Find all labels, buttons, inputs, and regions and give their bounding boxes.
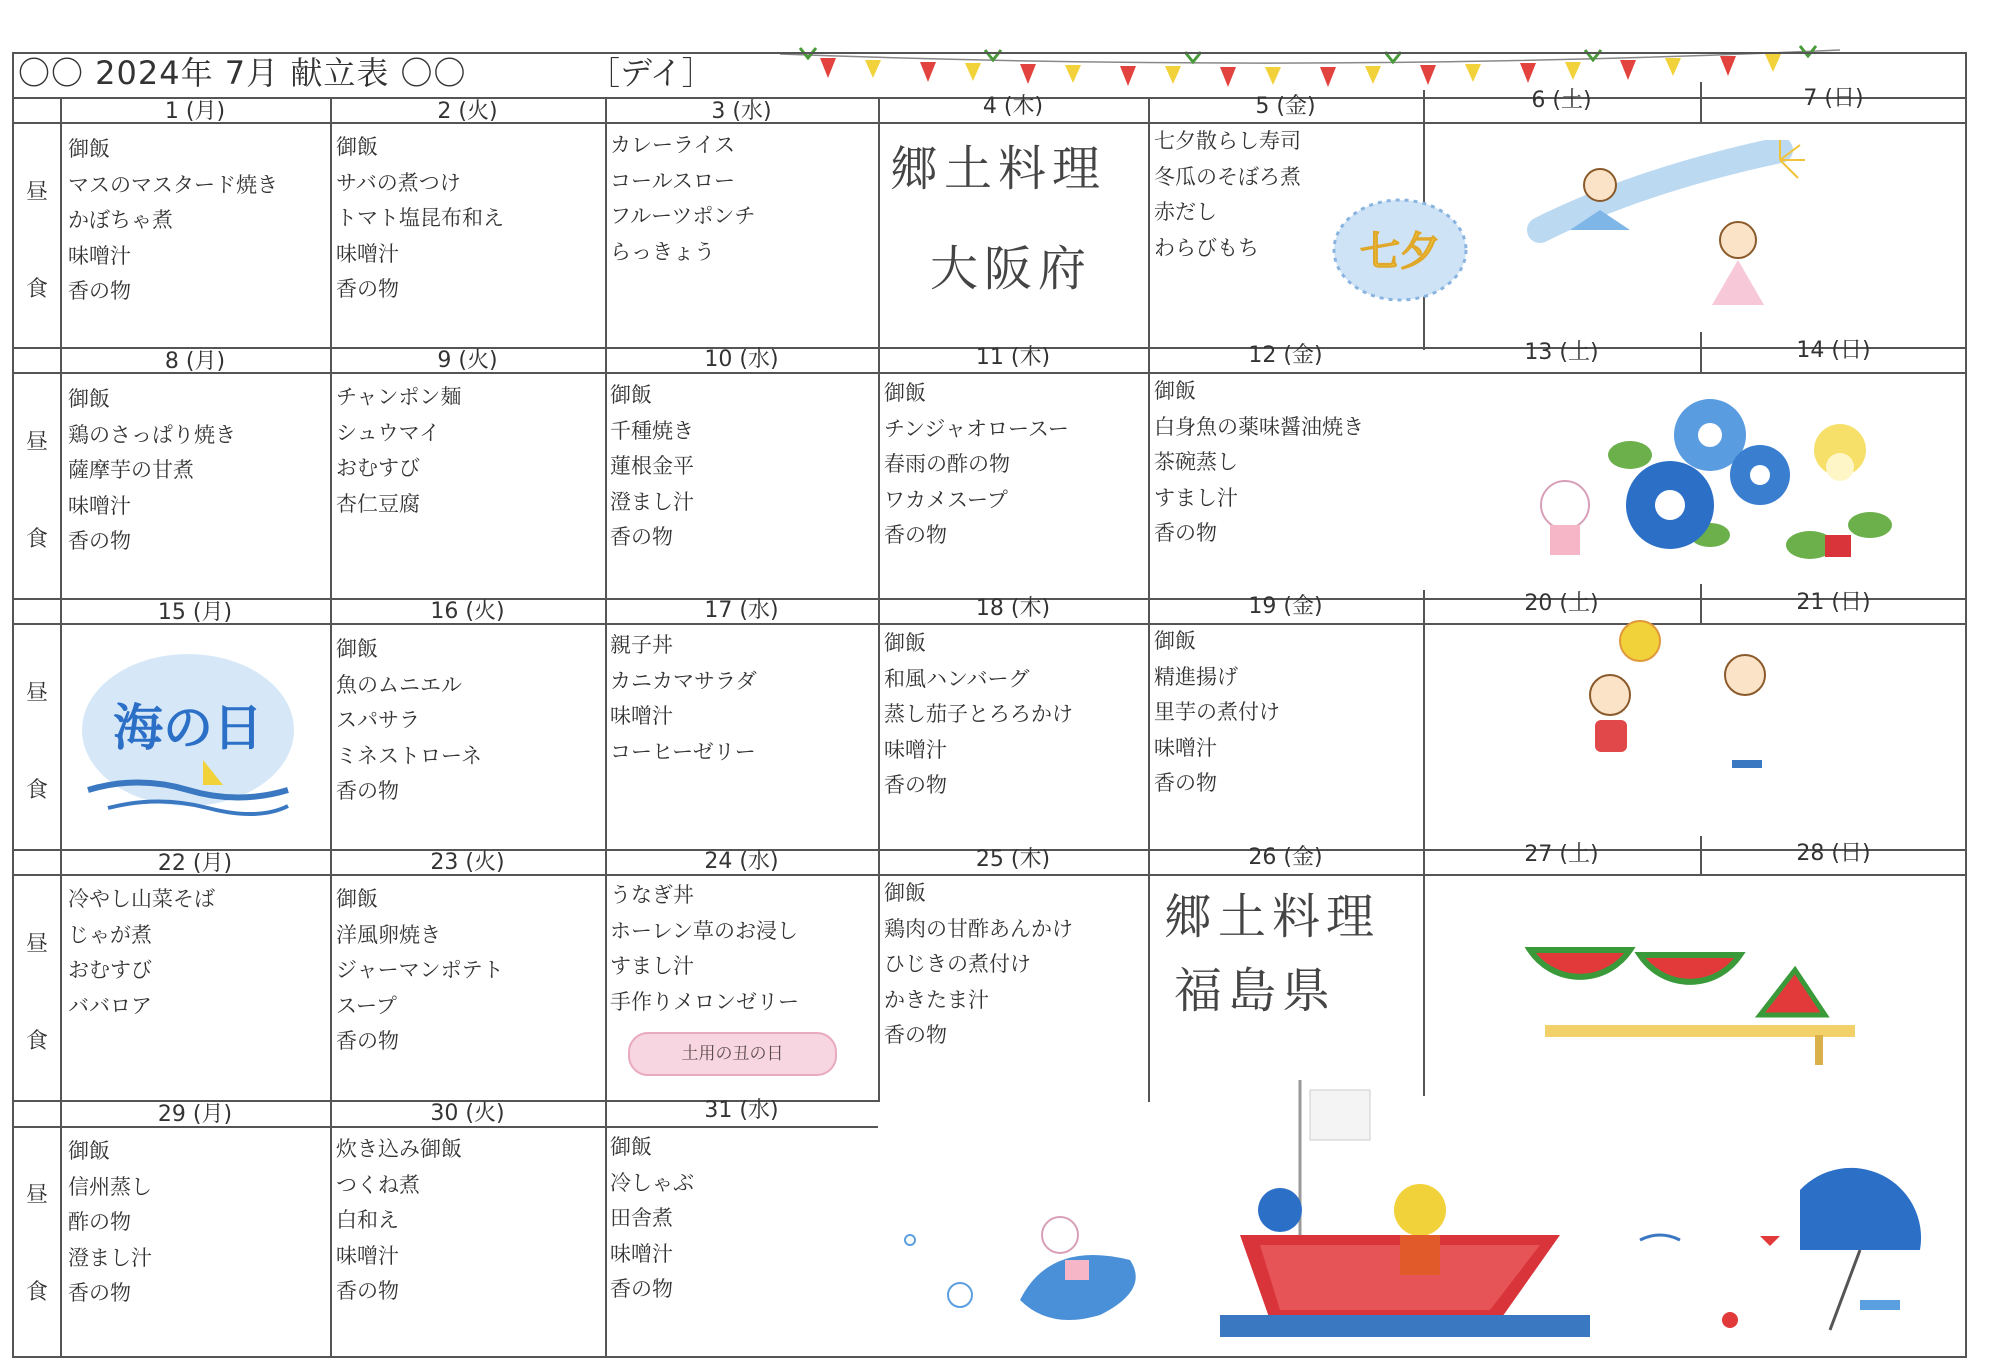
day-header: 3 (水) [711,99,772,124]
menu-item: 味噌汁 [68,493,131,518]
day-header: 16 (火) [430,599,505,624]
tanabata-badge-illustration [1330,195,1470,305]
day-header: 12 (金) [1248,343,1323,368]
menu-item: 精進揚げ [1154,664,1238,689]
menu-item: 香の物 [1154,771,1217,795]
menu-item: サバの煮つけ [336,170,461,195]
menu-item: つくね煮 [336,1172,420,1197]
umi-no-hi-badge-illustration [78,650,298,820]
menu-item: 香の物 [610,1277,673,1301]
menu-item: 澄まし汁 [68,1245,152,1270]
orihime-hikoboshi-illustration [1520,140,1820,320]
day-header: 15 (月) [157,600,233,625]
menu-day-16 [336,632,482,810]
menu-item: 澄まし汁 [610,489,694,514]
menu-item: 香の物 [68,529,131,553]
menu-item: 香の物 [1154,521,1217,545]
day-header: 10 (水) [704,347,779,372]
menu-item: 御飯 [336,135,378,159]
menu-item: おむすび [336,456,420,480]
day-header: 9 (火) [437,348,498,373]
menu-item: 茶碗蒸し [1154,450,1238,474]
menu-item: 親子丼 [610,633,673,657]
menu-item: 味噌汁 [336,241,399,266]
menu-item: ひじきの煮付け [884,952,1031,976]
menu-item: 和風ハンバーグ [884,666,1030,691]
menu-item: 蓮根金平 [610,454,694,478]
menu-item: 香の物 [336,1279,399,1303]
meal-label-lunch: 昼 [25,430,48,455]
menu-item: カニカマサラダ [610,668,757,693]
menu-item: 御飯 [68,137,110,161]
umi-no-hi-label: 海の日 [113,699,263,757]
menu-item: かきたま汁 [884,987,989,1012]
morning-glory-illustration [1510,395,1910,595]
day-header: 14 (日) [1796,338,1871,363]
menu-item: 御飯 [884,631,926,655]
menu-day-30 [336,1132,462,1310]
menu-item: 香の物 [336,277,399,301]
menu-item: 香の物 [68,279,131,303]
menu-day-10 [610,378,694,556]
menu-day-29 [68,1134,152,1312]
menu-item: 味噌汁 [68,243,131,268]
menu-day-25 [884,876,1073,1054]
menu-item: 千種焼き [610,418,694,443]
sea-boat-illustration [900,1060,1960,1340]
day-header: 26 (金) [1248,845,1323,870]
menu-item: トマト塩昆布和え [336,206,504,230]
menu-day-1 [68,132,278,310]
menu-item: コールスロー [610,168,735,193]
menu-item: 御飯 [884,381,926,405]
menu-day-18 [884,626,1073,804]
menu-item: ババロア [68,993,152,1018]
day-header: 5 (金) [1255,94,1316,119]
menu-item: フルーツポンチ [610,204,756,228]
menu-item: 香の物 [884,1023,947,1047]
menu-item: 七夕散らし寿司 [1154,129,1301,153]
watermelon-illustration [1525,930,1865,1070]
menu-item: じゃが煮 [68,922,152,947]
column-divider [330,97,332,1358]
menu-item: 御飯 [884,881,926,905]
doyo-no-ushi-badge: 土用の丑の日 [628,1032,837,1076]
menu-item: カレーライス [610,133,736,157]
day-header: 18 (木) [975,596,1051,621]
day-header: 27 (土) [1524,842,1599,867]
menu-item: 味噌汁 [1154,735,1217,760]
menu-item: 御飯 [610,383,652,407]
menu-item: かぼちゃ煮 [68,208,173,232]
menu-item: 鶏のさっぱり焼き [68,422,236,447]
day-header: 31 (水) [704,1098,779,1123]
menu-item: 御飯 [68,387,110,411]
menu-item: 杏仁豆腐 [336,491,420,516]
menu-item: 香の物 [336,779,399,803]
menu-item: わらびもち [1154,235,1259,260]
menu-item: 香の物 [610,525,673,549]
menu-item: 味噌汁 [610,1241,673,1266]
day-header: 7 (日) [1803,86,1864,111]
day-header: 11 (木) [975,345,1051,370]
kyodo-ryori-handwritten: 郷土料理 [1164,889,1381,945]
menu-day-12 [1154,374,1364,552]
menu-item: すまし汁 [1154,485,1238,510]
meal-label-lunch: 食 [25,527,48,552]
day-header: 28 (日) [1796,841,1871,866]
tanabata-label: 七夕 [1360,229,1440,275]
menu-item: 味噌汁 [610,704,673,728]
day-header: 13 (土) [1524,340,1599,365]
menu-day-24 [610,878,799,1020]
menu-item: ワカメスープ [884,487,1008,512]
menu-item: チャンポン麺 [336,385,462,409]
day-header: 1 (月) [164,99,226,124]
menu-item: ホーレン草のお浸し [610,918,799,943]
menu-item: 香の物 [336,1029,399,1053]
menu-item: チンジャオロースー [884,416,1069,441]
menu-day-3 [610,128,755,270]
beach-children-illustration [1570,615,1800,805]
menu-item: 冬瓜のそぼろ煮 [1154,164,1301,189]
day-header: 2 (火) [437,99,498,124]
menu-day-2 [336,130,504,308]
menu-day-17 [610,628,757,770]
menu-item: 里芋の煮付け [1154,700,1280,724]
meal-label-lunch: 食 [25,277,48,302]
menu-item: 薩摩芋の甘煮 [68,458,194,482]
menu-day-8 [68,382,236,560]
menu-item: 炊き込み御飯 [336,1137,462,1161]
menu-item: 香の物 [884,523,947,547]
meal-label-lunch: 食 [25,1280,48,1305]
osaka-handwritten: 大阪府 [930,241,1093,297]
menu-item: 信州蒸し [68,1174,152,1199]
day-header: 29 (月) [157,1102,233,1127]
menu-item: 酢の物 [68,1210,131,1234]
menu-item: 御飯 [1154,629,1196,653]
menu-item: 春雨の酢の物 [884,452,1010,476]
menu-item: らっきょう [610,239,715,264]
menu-day-9 [336,380,461,522]
day-header: 17 (水) [704,598,779,623]
meal-label-lunch: 昼 [25,180,48,205]
menu-item: スパサラ [336,708,420,732]
day-header: 24 (水) [704,849,779,874]
menu-item: ミネストローネ [336,743,482,768]
menu-item: 魚のムニエル [336,672,462,697]
menu-item: うなぎ丼 [610,883,694,907]
meal-label-lunch: 昼 [25,1183,48,1208]
menu-item: コーヒーゼリー [610,739,756,764]
menu-day-5 [1154,124,1301,266]
page-subtitle: ［デイ］ [588,54,714,92]
menu-item: 味噌汁 [336,1243,399,1268]
menu-item: 冷しゃぶ [610,1170,694,1195]
day-header: 20 (土) [1524,591,1599,616]
day-header: 6 (土) [1531,88,1592,113]
menu-item: 味噌汁 [884,737,947,762]
day-header: 8 (月) [164,349,226,374]
day-header: 21 (日) [1796,590,1871,615]
day-header: 23 (火) [430,850,505,875]
day-header: 4 (木) [982,94,1044,119]
menu-item: 白身魚の薬味醤油焼き [1154,414,1364,439]
meal-label-lunch: 食 [25,1029,48,1054]
menu-item: ジャーマンポテト [336,958,504,982]
menu-item: 御飯 [68,1139,110,1163]
menu-item: 冷やし山菜そば [68,887,215,911]
menu-day-23 [336,882,504,1060]
column-divider [1423,840,1425,1096]
menu-item: 洋風卵焼き [336,922,441,947]
column-divider [605,97,607,1358]
menu-day-22 [68,882,215,1024]
menu-day-11 [884,376,1069,554]
menu-item: 香の物 [68,1281,131,1305]
menu-day-31 [610,1130,694,1308]
menu-item: 御飯 [336,887,378,911]
menu-item: スープ [336,993,397,1018]
day-header: 22 (月) [157,851,233,876]
day-header: 19 (金) [1248,594,1323,619]
menu-item: 香の物 [884,773,947,797]
menu-item: すまし汁 [610,954,694,978]
column-divider [1423,590,1425,850]
menu-item: 赤だし [1154,200,1217,224]
menu-item: 御飯 [610,1135,652,1159]
fukushima-handwritten: 福島県 [1174,963,1337,1019]
page-title: 〇〇 2024年 7月 献立表 〇〇 [18,54,467,92]
menu-item: 御飯 [1154,379,1196,403]
column-divider [60,97,62,1358]
menu-item: 鶏肉の甘酢あんかけ [884,916,1073,941]
menu-item: シュウマイ [336,420,441,445]
meal-label-lunch: 昼 [25,932,48,957]
menu-day-19 [1154,624,1280,802]
menu-item: 手作りメロンゼリー [610,989,799,1014]
menu-item: おむすび [68,958,152,982]
meal-label-lunch: 昼 [25,681,48,706]
meal-label-lunch: 食 [25,778,48,803]
menu-item: 蒸し茄子とろろかけ [884,702,1073,726]
menu-item: 田舎煮 [610,1206,673,1230]
menu-item: 白和え [336,1208,399,1232]
menu-item: 御飯 [336,637,378,661]
day-header: 25 (木) [975,847,1051,872]
menu-item: マスのマスタード焼き [68,172,278,197]
kyodo-ryori-handwritten: 郷土料理 [890,141,1107,197]
day-header: 30 (火) [430,1101,505,1126]
